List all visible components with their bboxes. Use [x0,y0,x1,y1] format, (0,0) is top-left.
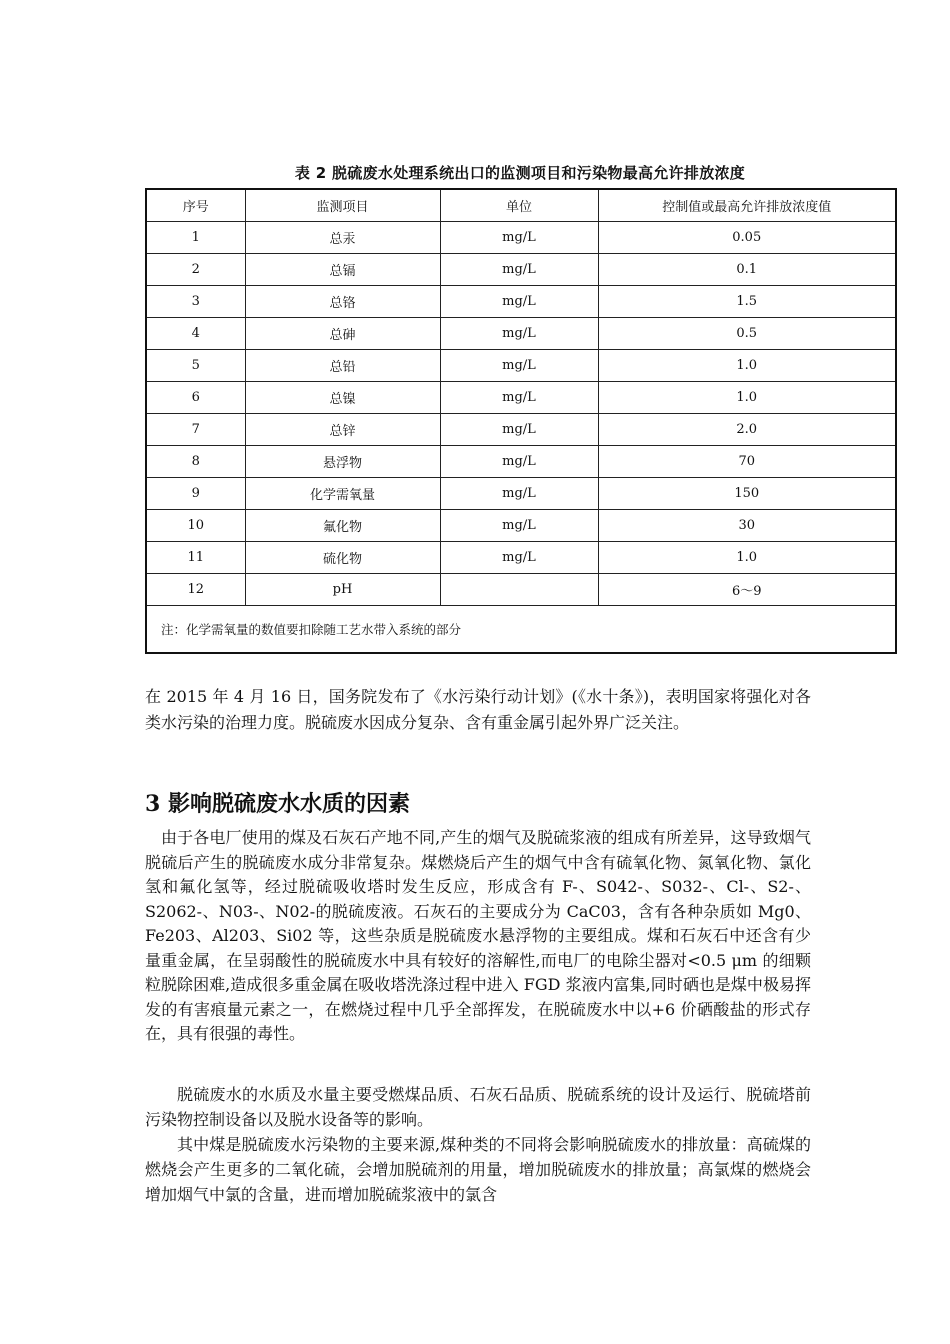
cell-index: 12 [146,574,245,606]
cell-limit: 150 [598,478,896,510]
cell-index: 10 [146,510,245,542]
cell-unit: mg/L [440,350,598,382]
cell-index: 8 [146,446,245,478]
cell-limit: 0.1 [598,254,896,286]
cell-item: 总砷 [245,318,440,350]
cell-index: 11 [146,542,245,574]
paragraph-policy: 在 2015 年 4 月 16 日，国务院发布了《水污染行动计划》(《水十条》)，表明国家将强化对各类水污染的治理力度。脱硫废水因成分复杂、含有重金属引起外界广泛关注。 [145,687,811,732]
cell-item: pH [245,574,440,606]
table-row [146,286,896,318]
cell-unit: mg/L [440,510,598,542]
cell-item: 化学需氧量 [245,478,440,510]
cell-item: 硫化物 [245,542,440,574]
header-index: 序号 [146,189,245,222]
cell-unit: mg/L [440,382,598,414]
cell-limit: 1.5 [598,286,896,318]
paragraph-composition: 由于各电厂使用的煤及石灰石产地不同,产生的烟气及脱硫浆液的组成有所差异，这导致烟气脱硫后产生的脱硫废水成分非常复杂。煤燃烧后产生的烟气中含有硫氧化物、氮氧化物、氯化氢和氟化氢等，经过脱硫吸收塔时发生反应，形成含有 F-、S042-、S032-、Cl-、S2-、S2062-、N03-、N02-的脱硫废液。石灰石的主要成分为 CaC03，含有各种杂质如 Mg0、Fe203、Al203、Si02 等，这些杂质是脱硫废水悬浮物的主要组成。煤和石灰石中还含有少量重金属，在呈弱酸性的脱硫废水中具有较好的溶解性,而电厂的电除尘器对<0.5 μm 的细颗粒脱除困难,造成很多重金属在吸收塔洗涤过程中进入 FGD 浆液内富集,同时硒也是煤中极易挥发的有害痕量元素之一，在燃烧过程中几乎全部挥发，在脱硫废水中以+6 价硒酸盐的形式存在，具有很强的毒性。 [145,828,811,1043]
header-unit: 单位 [440,189,598,222]
cell-unit: mg/L [440,446,598,478]
cell-index: 5 [146,350,245,382]
table-note: 注：化学需氧量的数值要扣除随工艺水带入系统的部分 [146,606,896,654]
cell-limit: 1.0 [598,542,896,574]
table-header-row [146,189,896,222]
table-note-row [146,606,896,654]
cell-limit: 2.0 [598,414,896,446]
cell-limit: 1.0 [598,382,896,414]
cell-item: 总铅 [245,350,440,382]
cell-item: 总锌 [245,414,440,446]
cell-limit: 1.0 [598,350,896,382]
cell-index: 1 [146,222,245,254]
cell-unit: mg/L [440,318,598,350]
cell-unit: mg/L [440,286,598,318]
emission-limits-table [145,188,897,654]
cell-limit: 6～9 [598,574,896,606]
cell-item: 氟化物 [245,510,440,542]
cell-item: 总镉 [245,254,440,286]
cell-limit: 0.05 [598,222,896,254]
cell-limit: 30 [598,510,896,542]
cell-index: 6 [146,382,245,414]
cell-unit: mg/L [440,254,598,286]
table-row [146,318,896,350]
cell-item: 总铬 [245,286,440,318]
table-row [146,254,896,286]
cell-limit: 70 [598,446,896,478]
section-heading: 3 影响脱硫废水水质的因素 [145,791,410,817]
cell-index: 7 [146,414,245,446]
cell-unit: mg/L [440,542,598,574]
cell-unit [440,574,598,606]
table-caption: 表 2 脱硫废水处理系统出口的监测项目和污染物最高允许排放浓度 [294,164,746,182]
table-row [146,478,896,510]
table-row [146,382,896,414]
cell-limit: 0.5 [598,318,896,350]
cell-unit: mg/L [440,414,598,446]
table-row [146,350,896,382]
cell-index: 3 [146,286,245,318]
table-row [146,446,896,478]
paragraph-factors: 脱硫废水的水质及水量主要受燃煤品质、石灰石品质、脱硫系统的设计及运行、脱硫塔前污染物控制设备以及脱水设备等的影响。 [145,1085,811,1129]
table-row [146,222,896,254]
table-row [146,574,896,606]
header-item: 监测项目 [245,189,440,222]
cell-unit: mg/L [440,478,598,510]
cell-item: 悬浮物 [245,446,440,478]
cell-unit: mg/L [440,222,598,254]
paragraph-coal: 其中煤是脱硫废水污染物的主要来源,煤种类的不同将会影响脱硫废水的排放量：高硫煤的燃烧会产生更多的二氧化硫，会增加脱硫剂的用量，增加脱硫废水的排放量；高氯煤的燃烧会增加烟气中氯的含量，进而增加脱硫浆液中的氯含 [145,1135,811,1204]
cell-item: 总汞 [245,222,440,254]
table-row [146,542,896,574]
table-row [146,414,896,446]
cell-index: 2 [146,254,245,286]
table-row [146,510,896,542]
cell-index: 9 [146,478,245,510]
cell-index: 4 [146,318,245,350]
header-limit: 控制值或最高允许排放浓度值 [598,189,896,222]
cell-item: 总镍 [245,382,440,414]
